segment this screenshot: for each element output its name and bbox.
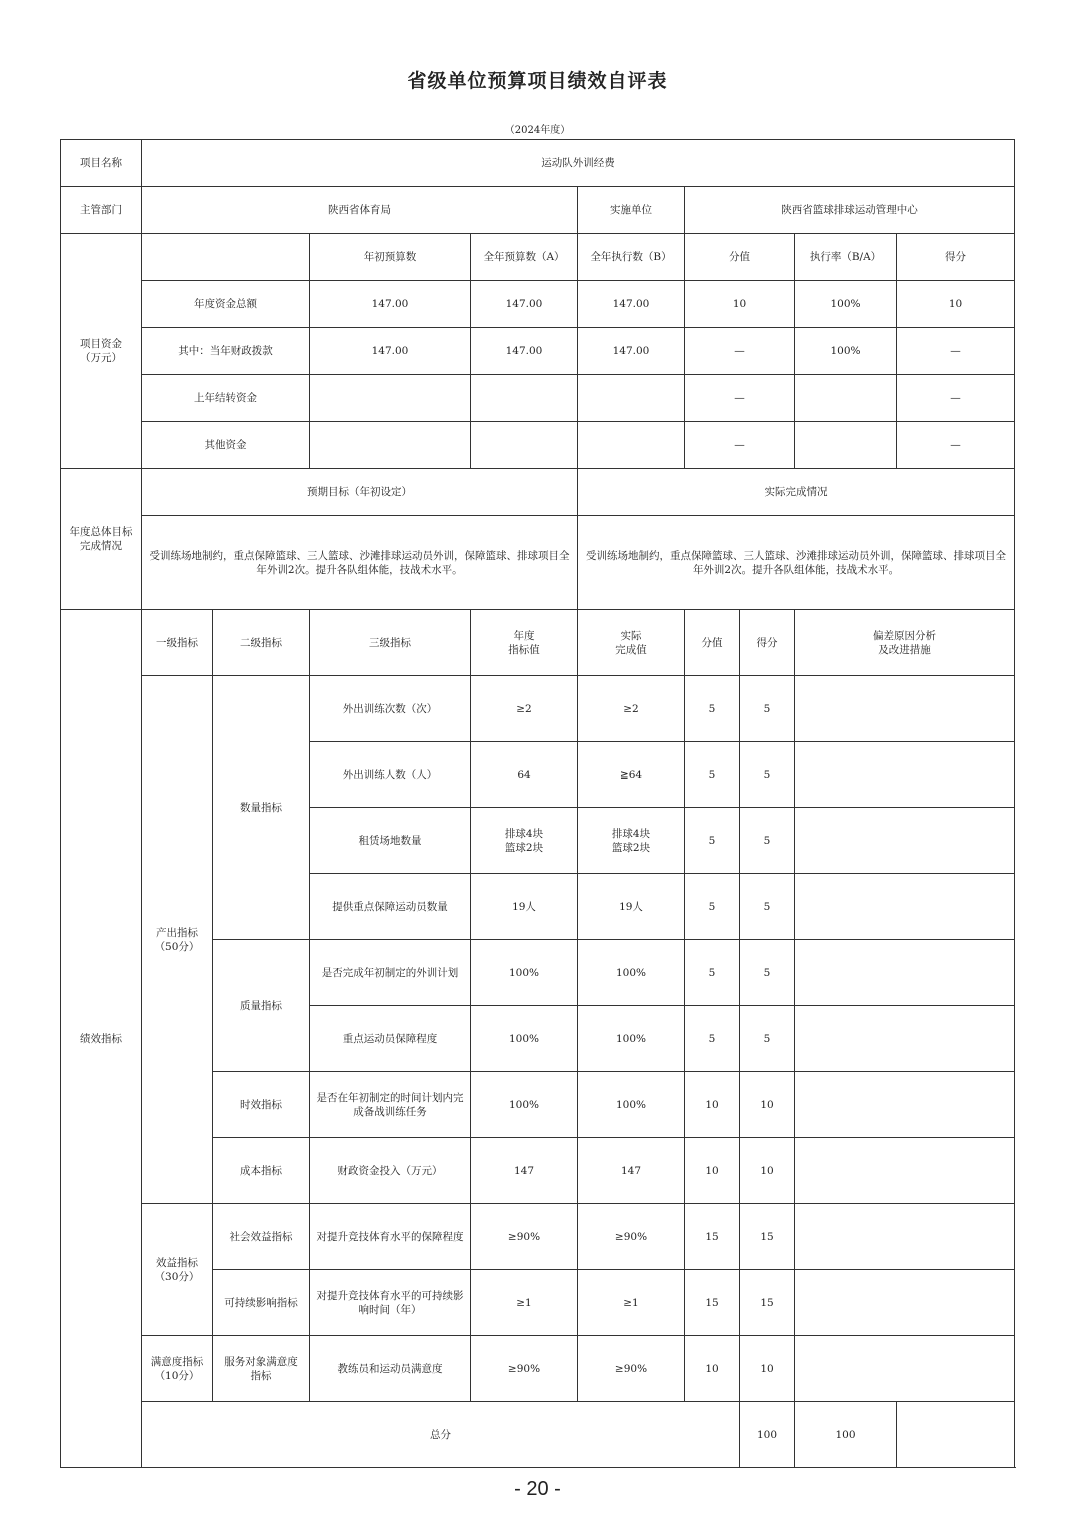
level1-output-text: 产出指标 （50分）	[154, 926, 200, 953]
indicator-value: 10	[685, 1072, 740, 1138]
indicator-score: 5	[740, 808, 795, 874]
funds-row-initial: 147.00	[310, 328, 471, 375]
indicator-name: 教练员和运动员满意度	[310, 1336, 471, 1402]
indicator-actual: ≥90%	[578, 1336, 685, 1402]
indicator-actual-text: 排球4块 篮球2块	[611, 827, 651, 854]
goals-label	[61, 469, 142, 610]
funds-row-score: 10	[897, 281, 1015, 328]
indicator-note	[795, 1336, 1015, 1402]
indicator-target: 64	[471, 742, 578, 808]
funds-row-annual	[471, 422, 578, 469]
indicator-value: 10	[685, 1336, 740, 1402]
funds-row-score-value: —	[685, 328, 795, 375]
indicator-value: 15	[685, 1270, 740, 1336]
department-label: 主管部门	[61, 187, 142, 234]
level1-benefit-text: 效益指标 （30分）	[154, 1256, 200, 1283]
indicator-actual: 100%	[578, 1006, 685, 1072]
level2-service	[213, 1336, 310, 1402]
funds-row-score: —	[897, 422, 1015, 469]
indicator-score: 15	[740, 1270, 795, 1336]
indicator-target: 147	[471, 1138, 578, 1204]
funds-row-annual: 147.00	[471, 281, 578, 328]
indicator-actual: 147	[578, 1138, 685, 1204]
funds-row-rate	[795, 375, 897, 422]
indicator-note	[795, 808, 1015, 874]
funds-header-rate: 执行率（B/A）	[795, 234, 897, 281]
level1-output	[142, 676, 213, 1204]
goals-content-row	[61, 516, 1015, 610]
level2-sustainable: 可持续影响指标	[213, 1270, 310, 1336]
funds-label-text: 项目资金 （万元）	[80, 338, 122, 364]
indicator-actual: ≧64	[578, 742, 685, 808]
funds-row	[61, 375, 1015, 422]
indicator-target: 100%	[471, 1072, 578, 1138]
funds-row-annual: 147.00	[471, 328, 578, 375]
evaluation-table	[60, 139, 1015, 1468]
implementing-unit-label: 实施单位	[578, 187, 685, 234]
indicator-note	[795, 874, 1015, 940]
indicator-header-target-text: 年度 指标值	[508, 629, 540, 656]
indicator-score: 10	[740, 1336, 795, 1402]
indicator-actual: 19人	[578, 874, 685, 940]
indicator-name: 对提升竞技体育水平的可持续影响时间（年）	[310, 1270, 471, 1336]
indicator-name: 外出训练人数（人）	[310, 742, 471, 808]
indicator-target-text: 排球4块 篮球2块	[504, 827, 544, 854]
funds-header-score: 得分	[897, 234, 1015, 281]
indicator-score: 5	[740, 940, 795, 1006]
indicator-note	[795, 940, 1015, 1006]
funds-header-row	[61, 234, 1015, 281]
indicator-score: 10	[740, 1072, 795, 1138]
funds-row-score: —	[897, 328, 1015, 375]
indicator-header-level1: 一级指标	[142, 610, 213, 676]
indicator-value: 5	[685, 676, 740, 742]
level2-timeliness: 时效指标	[213, 1072, 310, 1138]
funds-row-name: 其他资金	[142, 422, 310, 469]
total-value: 100	[740, 1402, 795, 1468]
indicator-target	[471, 808, 578, 874]
indicator-name: 对提升竞技体育水平的保障程度	[310, 1204, 471, 1270]
indicator-name: 重点运动员保障程度	[310, 1006, 471, 1072]
indicator-score: 5	[740, 676, 795, 742]
funds-row	[61, 422, 1015, 469]
indicator-target: 100%	[471, 940, 578, 1006]
indicator-name: 外出训练次数（次）	[310, 676, 471, 742]
funds-row-score: —	[897, 375, 1015, 422]
indicator-value: 5	[685, 808, 740, 874]
indicators-label: 绩效指标	[61, 610, 142, 1468]
goals-label-text: 年度总体目标 完成情况	[69, 526, 133, 552]
goals-actual-header: 实际完成情况	[578, 469, 1015, 516]
indicator-header-deviation	[795, 610, 1015, 676]
page-title: 省级单位预算项目绩效自评表	[407, 70, 668, 92]
indicator-target: ≥90%	[471, 1204, 578, 1270]
indicator-name: 租赁场地数量	[310, 808, 471, 874]
total-note	[897, 1402, 1015, 1468]
indicator-actual: ≥1	[578, 1270, 685, 1336]
indicator-value: 15	[685, 1204, 740, 1270]
funds-header-annual: 全年预算数（A）	[471, 234, 578, 281]
indicator-header-actual-text: 实际 完成值	[615, 629, 647, 656]
funds-row-initial: 147.00	[310, 281, 471, 328]
indicator-row	[61, 676, 1015, 742]
level2-social: 社会效益指标	[213, 1204, 310, 1270]
funds-header-blank	[142, 234, 310, 281]
indicator-value: 5	[685, 874, 740, 940]
indicator-row	[61, 1204, 1015, 1270]
indicator-score: 10	[740, 1138, 795, 1204]
project-name-value: 运动队外训经费	[142, 140, 1015, 187]
indicator-target: ≥2	[471, 676, 578, 742]
funds-row-executed: 147.00	[578, 328, 685, 375]
goals-expected-text: 受训练场地制约，重点保障篮球、三人篮球、沙滩排球运动员外训，保障篮球、排球项目全年外训2次。提升各队组体能，技战术水平。	[142, 516, 578, 610]
project-name-label: 项目名称	[61, 140, 142, 187]
funds-row-score-value: 10	[685, 281, 795, 328]
funds-row-initial	[310, 422, 471, 469]
indicator-name: 财政资金投入（万元）	[310, 1138, 471, 1204]
funds-row-name: 其中：当年财政拨款	[142, 328, 310, 375]
indicator-header-level3: 三级指标	[310, 610, 471, 676]
department-value: 陕西省体育局	[142, 187, 578, 234]
indicator-header-level2: 二级指标	[213, 610, 310, 676]
indicator-note	[795, 1204, 1015, 1270]
indicator-header-row	[61, 610, 1015, 676]
indicator-target: 100%	[471, 1006, 578, 1072]
total-label: 总分	[142, 1402, 740, 1468]
indicator-value: 5	[685, 1006, 740, 1072]
indicator-actual: 100%	[578, 940, 685, 1006]
indicator-note	[795, 1138, 1015, 1204]
funds-label	[61, 234, 142, 469]
funds-header-score-value: 分值	[685, 234, 795, 281]
indicator-actual	[578, 808, 685, 874]
funds-row-rate	[795, 422, 897, 469]
funds-header-initial: 年初预算数	[310, 234, 471, 281]
total-score: 100	[795, 1402, 897, 1468]
funds-row	[61, 281, 1015, 328]
indicator-row	[61, 1336, 1015, 1402]
implementing-unit-value: 陕西省篮球排球运动管理中心	[685, 187, 1015, 234]
indicator-note	[795, 1072, 1015, 1138]
funds-row-executed	[578, 375, 685, 422]
level2-quantity: 数量指标	[213, 676, 310, 940]
indicator-name: 是否完成年初制定的外训计划	[310, 940, 471, 1006]
indicator-name: 提供重点保障运动员数量	[310, 874, 471, 940]
indicator-header-score: 得分	[740, 610, 795, 676]
funds-row-initial	[310, 375, 471, 422]
indicator-header-actual	[578, 610, 685, 676]
indicator-header-target	[471, 610, 578, 676]
indicator-value: 5	[685, 940, 740, 1006]
funds-row	[61, 328, 1015, 375]
indicator-name: 是否在年初制定的时间计划内完成备战训练任务	[310, 1072, 471, 1138]
funds-row-executed: 147.00	[578, 281, 685, 328]
goals-actual-text: 受训练场地制约，重点保障篮球、三人篮球、沙滩排球运动员外训，保障篮球、排球项目全年外训2次。提升各队组体能，技战术水平。	[578, 516, 1015, 610]
indicator-score: 5	[740, 742, 795, 808]
goals-expected-header: 预期目标（年初设定）	[142, 469, 578, 516]
level1-satisfaction	[142, 1336, 213, 1402]
indicator-value: 5	[685, 742, 740, 808]
indicator-actual: 100%	[578, 1072, 685, 1138]
total-row	[61, 1402, 1015, 1468]
indicator-actual: ≥2	[578, 676, 685, 742]
funds-row-annual	[471, 375, 578, 422]
indicator-target: ≥1	[471, 1270, 578, 1336]
goals-header-row	[61, 469, 1015, 516]
report-year: （2024年度）	[504, 125, 571, 136]
level2-cost: 成本指标	[213, 1138, 310, 1204]
indicator-note	[795, 742, 1015, 808]
funds-row-score-value: —	[685, 422, 795, 469]
department-row	[61, 187, 1015, 234]
indicator-actual: ≥90%	[578, 1204, 685, 1270]
indicator-value: 10	[685, 1138, 740, 1204]
level1-benefit	[142, 1204, 213, 1336]
funds-row-rate: 100%	[795, 328, 897, 375]
funds-row-score-value: —	[685, 375, 795, 422]
indicator-header-deviation-text: 偏差原因分析 及改进措施	[873, 629, 937, 656]
level2-service-text: 服务对象满意度 指标	[224, 1355, 298, 1382]
indicator-header-value: 分值	[685, 610, 740, 676]
indicator-score: 5	[740, 874, 795, 940]
indicator-target: ≥90%	[471, 1336, 578, 1402]
indicator-target: 19人	[471, 874, 578, 940]
funds-row-name: 年度资金总额	[142, 281, 310, 328]
funds-row-rate: 100%	[795, 281, 897, 328]
funds-row-name: 上年结转资金	[142, 375, 310, 422]
project-name-row	[61, 140, 1015, 187]
level2-quality: 质量指标	[213, 940, 310, 1072]
indicator-note	[795, 1270, 1015, 1336]
indicator-note	[795, 1006, 1015, 1072]
page-number: - 20 -	[514, 1478, 561, 1500]
indicator-note	[795, 676, 1015, 742]
indicator-score: 15	[740, 1204, 795, 1270]
funds-header-executed: 全年执行数（B）	[578, 234, 685, 281]
funds-row-executed	[578, 422, 685, 469]
level1-satisfaction-text: 满意度指标 （10分）	[150, 1355, 204, 1382]
indicator-score: 5	[740, 1006, 795, 1072]
